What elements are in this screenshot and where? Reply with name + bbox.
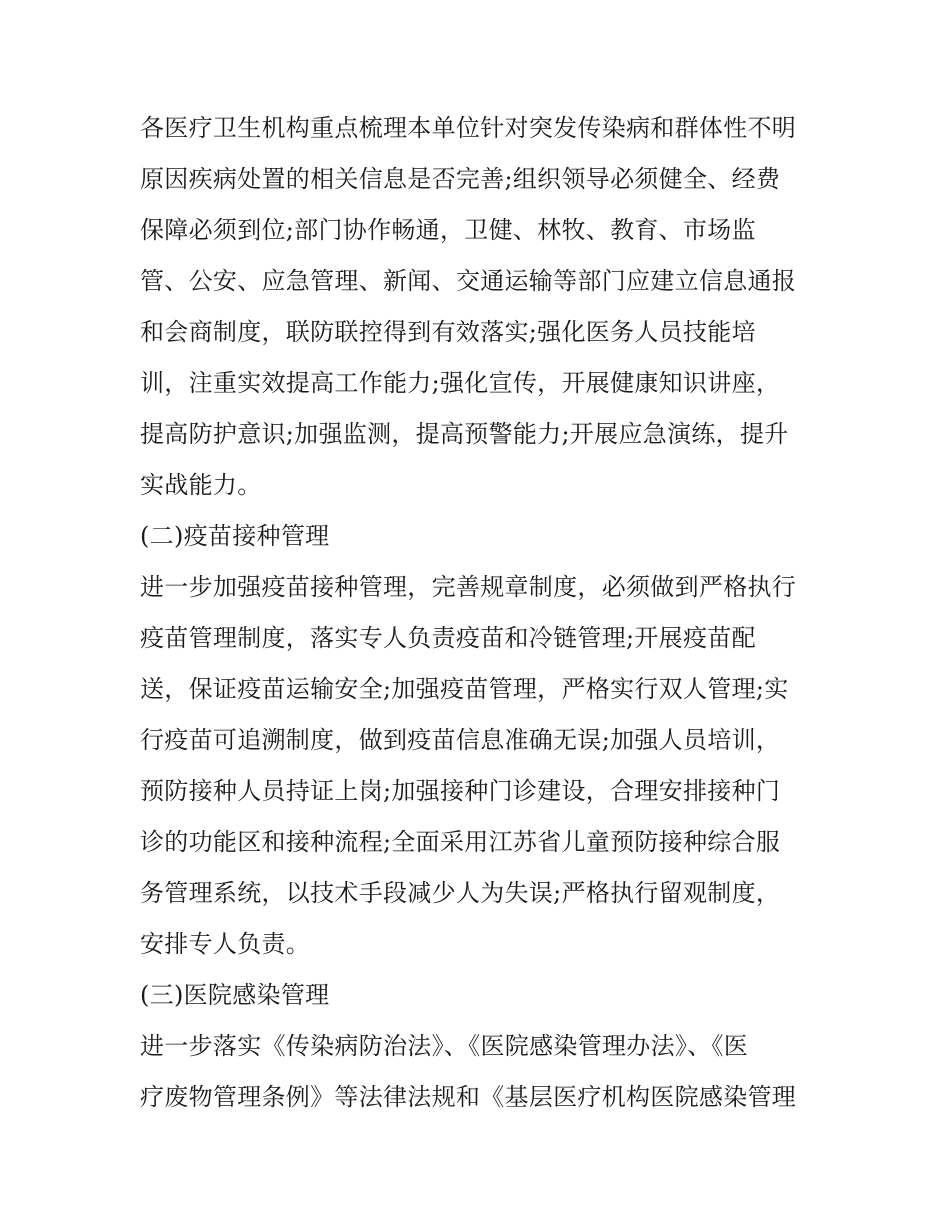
paragraph-line: 各医疗卫生机构重点梳理本单位针对突发传染病和群体性不明: [140, 114, 797, 142]
paragraph-line: 安排专人负责。: [140, 930, 311, 958]
section-heading: (三)医院感染管理: [140, 981, 330, 1009]
paragraph-line: 预防接种人员持证上岗;加强接种门诊建设，合理安排接种门: [140, 777, 781, 805]
paragraph-line: 提高防护意识;加强监测，提高预警能力;开展应急演练，提升: [140, 420, 789, 448]
paragraph-line: 保障必须到位;部门协作畅通，卫健、林牧、教育、市场监: [140, 216, 756, 244]
paragraph-line: 送，保证疫苗运输安全;加强疫苗管理，严格实行双人管理;实: [140, 675, 789, 703]
paragraph-line: 实战能力。: [140, 471, 262, 499]
paragraph-line: 务管理系统，以技术手段减少人为失误;严格执行留观制度，: [140, 879, 781, 907]
paragraph-line: 进一步落实《传染病防治法》、《医院感染管理办法》、《医: [140, 1032, 749, 1060]
paragraph-line: 疫苗管理制度，落实专人负责疫苗和冷链管理;开展疫苗配: [140, 624, 756, 652]
paragraph-line: 诊的功能区和接种流程;全面采用江苏省儿童预防接种综合服: [140, 828, 781, 856]
paragraph-line: 进一步加强疫苗接种管理，完善规章制度，必须做到严格执行: [140, 573, 797, 601]
paragraph-line: 疗废物管理条例》等法律法规和《基层医疗机构医院感染管理: [140, 1083, 797, 1111]
section-heading: (二)疫苗接种管理: [140, 522, 330, 550]
document-body: [140, 103, 830, 1123]
paragraph-line: 训，注重实效提高工作能力;强化宣传，开展健康知识讲座，: [140, 369, 781, 397]
paragraph-line: 行疫苗可追溯制度，做到疫苗信息准确无误;加强人员培训，: [140, 726, 781, 754]
paragraph-line: 和会商制度，联防联控得到有效落实;强化医务人员技能培: [140, 318, 756, 346]
paragraph-line: 原因疾病处置的相关信息是否完善;组织领导必须健全、经费: [140, 165, 781, 193]
paragraph-line: 管、公安、应急管理、新闻、交通运输等部门应建立信息通报: [140, 267, 797, 295]
